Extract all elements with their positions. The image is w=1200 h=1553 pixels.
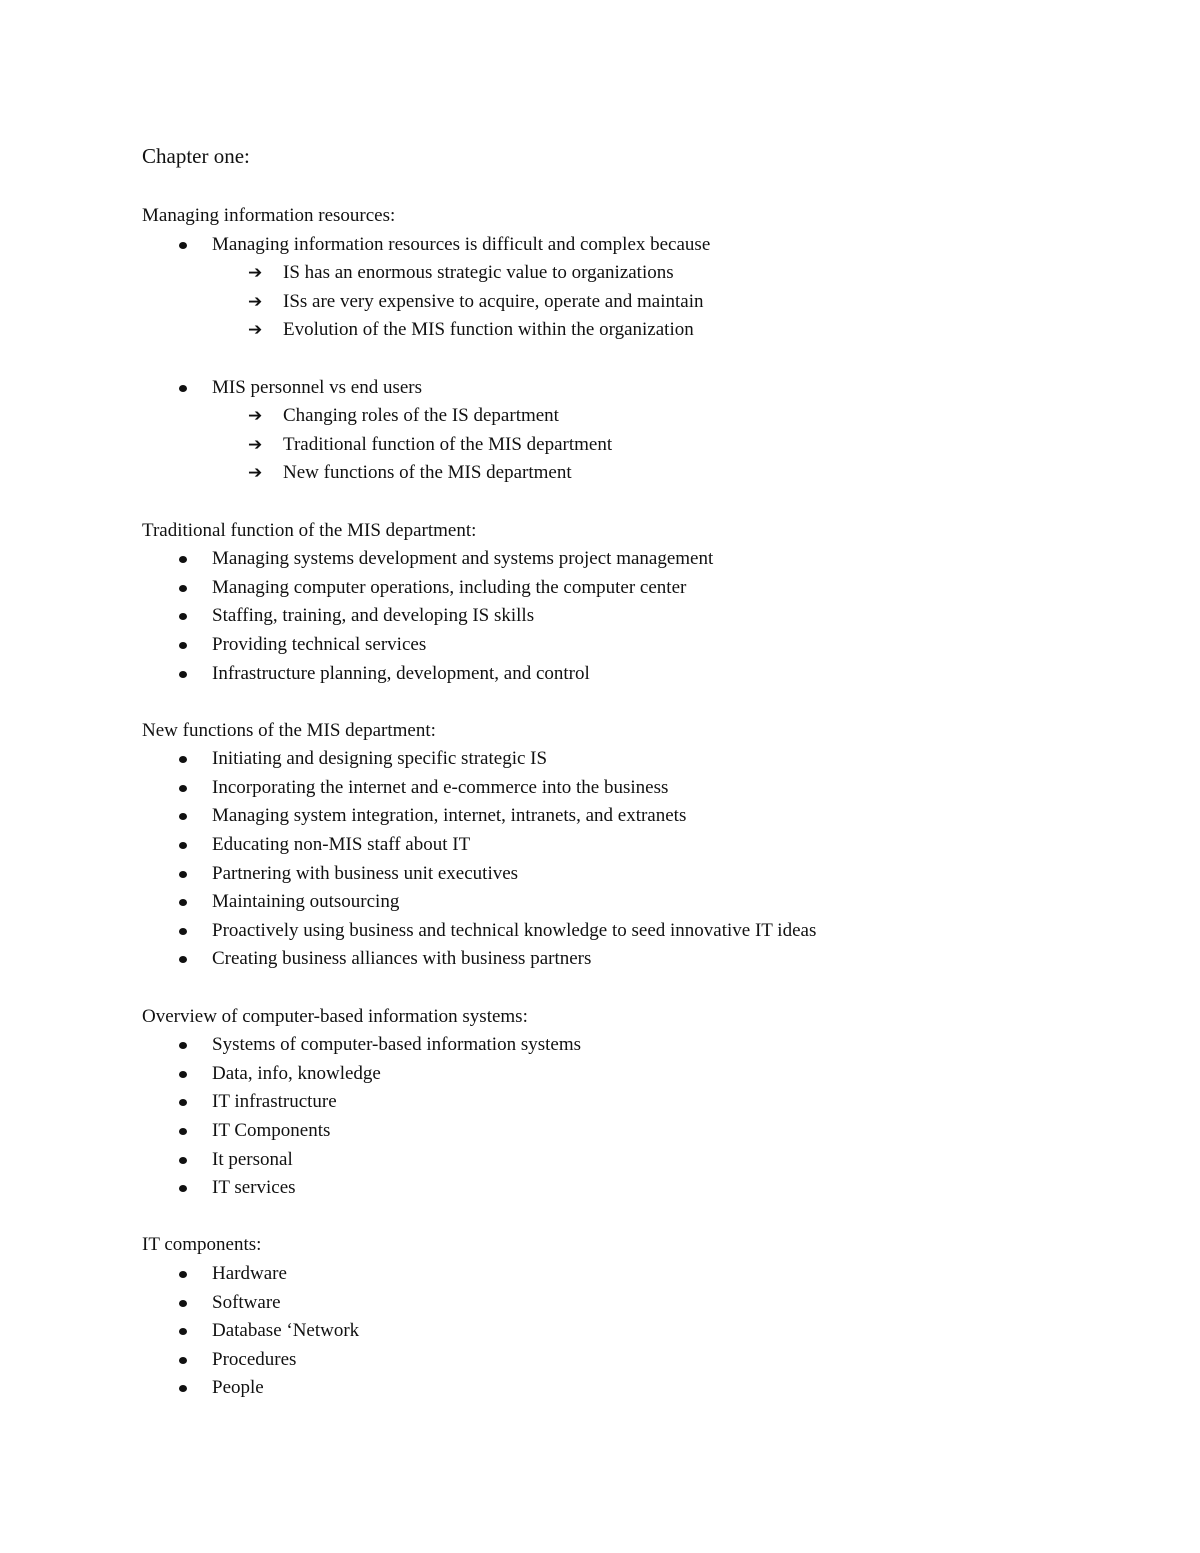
bullet-icon: [179, 642, 187, 649]
bullet-icon: [179, 1042, 187, 1049]
list-item-text: Database ‘Network: [212, 1320, 360, 1342]
list-item-text: Initiating and designing specific strategic IS: [212, 748, 548, 770]
spacer: [142, 974, 1102, 1003]
list-item-text: Partnering with business unit executives: [212, 862, 519, 884]
section-heading-traditional: Traditional function of the MIS department:: [142, 519, 477, 541]
arrow-right-icon: ➔: [248, 263, 263, 284]
components-list: [142, 1260, 1102, 1403]
list-item: [142, 602, 1102, 631]
sublist-item-text: Traditional function of the MIS department: [283, 433, 613, 455]
bullet-icon: [179, 1099, 187, 1106]
list-item-text: Managing information resources is difficult and complex because: [212, 233, 711, 255]
list-item-text: Systems of computer-based information systems: [212, 1034, 582, 1056]
sublist-item-text: Evolution of the MIS function within the organization: [283, 319, 694, 341]
sublist-item: [212, 402, 1102, 431]
list-item: [142, 1346, 1102, 1375]
sublist-item-text: IS has an enormous strategic value to organizations: [283, 262, 674, 284]
list-item-text: IT services: [212, 1177, 296, 1199]
list-item: [142, 774, 1102, 803]
bullet-icon: [179, 385, 187, 392]
bullet-icon: [179, 1271, 187, 1278]
bullet-icon: [179, 785, 187, 792]
bullet-icon: [179, 242, 187, 249]
bullet-icon: [179, 1385, 187, 1392]
arrow-right-icon: ➔: [248, 406, 263, 427]
list-item: [142, 374, 1102, 488]
spacer: [142, 488, 1102, 517]
new-functions-list: [142, 745, 1102, 974]
list-item: [142, 860, 1102, 889]
list-item-text: IT infrastructure: [212, 1091, 337, 1113]
list-item: [142, 1174, 1102, 1203]
list-item: [142, 917, 1102, 946]
managing-list: [142, 231, 1102, 345]
sublist-item-text: New functions of the MIS department: [283, 462, 572, 484]
sublist-item: [212, 288, 1102, 317]
arrow-right-icon: ➔: [248, 463, 263, 484]
section-heading-new-functions: New functions of the MIS department:: [142, 719, 436, 741]
bullet-icon: [179, 613, 187, 620]
arrow-right-icon: ➔: [248, 434, 263, 455]
sublist: [212, 402, 1102, 488]
bullet-icon: [179, 928, 187, 935]
list-item: [142, 1146, 1102, 1175]
traditional-list: [142, 545, 1102, 688]
list-item-text: Educating non-MIS staff about IT: [212, 834, 471, 856]
sublist-item-text: ISs are very expensive to acquire, operate and maintain: [283, 290, 704, 312]
arrow-right-icon: ➔: [248, 291, 263, 312]
arrow-right-icon: ➔: [248, 320, 263, 341]
sublist-item: [212, 316, 1102, 345]
bullet-icon: [179, 1300, 187, 1307]
list-item: [142, 1289, 1102, 1318]
page-title: Chapter one:: [142, 144, 250, 168]
overview-list: [142, 1031, 1102, 1203]
list-item: [142, 1260, 1102, 1289]
list-item-text: Staffing, training, and developing IS skills: [212, 605, 535, 627]
list-item-text: Software: [212, 1291, 281, 1313]
list-item: [142, 631, 1102, 660]
document-body: [142, 202, 1102, 1403]
bullet-icon: [179, 956, 187, 963]
bullet-icon: [179, 842, 187, 849]
list-item: [142, 660, 1102, 689]
bullet-icon: [179, 1157, 187, 1164]
bullet-icon: [179, 556, 187, 563]
list-item: [142, 231, 1102, 345]
bullet-icon: [179, 1357, 187, 1364]
list-item-text: Maintaining outsourcing: [212, 891, 400, 913]
list-item: [142, 1060, 1102, 1089]
list-item: [142, 545, 1102, 574]
list-item: [142, 1317, 1102, 1346]
list-item-text: Managing systems development and systems project management: [212, 548, 714, 570]
list-item: [142, 888, 1102, 917]
bullet-icon: [179, 585, 187, 592]
list-item: [142, 574, 1102, 603]
bullet-icon: [179, 1328, 187, 1335]
sublist-item: [212, 459, 1102, 488]
bullet-icon: [179, 899, 187, 906]
bullet-icon: [179, 671, 187, 678]
list-item-text: IT Components: [212, 1120, 331, 1141]
bullet-icon: [179, 871, 187, 878]
list-item: [142, 802, 1102, 831]
section-heading-components: IT components:: [142, 1234, 262, 1256]
spacer: [142, 345, 1102, 374]
list-item-text: Managing system integration, internet, intranets, and extranets: [212, 805, 687, 827]
list-item-text: Hardware: [212, 1262, 287, 1284]
bullet-icon: [179, 813, 187, 820]
list-item-text: People: [212, 1377, 264, 1399]
sublist-item-text: Changing roles of the IS department: [283, 405, 559, 427]
list-item: [142, 1031, 1102, 1060]
list-item-text: Procedures: [212, 1348, 297, 1370]
list-item-text: MIS personnel vs end users: [212, 376, 423, 398]
list-item: [142, 945, 1102, 974]
bullet-icon: [179, 1071, 187, 1078]
list-item-text: Proactively using business and technical knowledge to seed innovative IT ideas: [212, 919, 817, 941]
spacer: [142, 1203, 1102, 1232]
managing-list-2: [142, 374, 1102, 488]
list-item-text: Providing technical services: [212, 633, 427, 655]
list-item: [142, 1374, 1102, 1403]
list-item: [142, 831, 1102, 860]
section-heading-managing: Managing information resources:: [142, 205, 396, 226]
list-item-text: Managing computer operations, including the computer center: [212, 576, 687, 598]
list-item-text: Infrastructure planning, development, and control: [212, 662, 590, 684]
list-item: [142, 1088, 1102, 1117]
list-item-text: Incorporating the internet and e-commerce into the business: [212, 776, 669, 798]
sublist: [212, 259, 1102, 345]
bullet-icon: [179, 1185, 187, 1192]
list-item: [142, 745, 1102, 774]
sublist-item: [212, 431, 1102, 460]
list-item-text: Creating business alliances with business partners: [212, 948, 592, 970]
spacer: [142, 688, 1102, 717]
list-item-text: Data, info, knowledge: [212, 1062, 381, 1084]
sublist-item: [212, 259, 1102, 288]
bullet-icon: [179, 1128, 187, 1135]
list-item-text: It personal: [212, 1148, 293, 1170]
section-heading-overview: Overview of computer-based information systems:: [142, 1005, 528, 1027]
list-item: [142, 1117, 1102, 1146]
bullet-icon: [179, 756, 187, 763]
